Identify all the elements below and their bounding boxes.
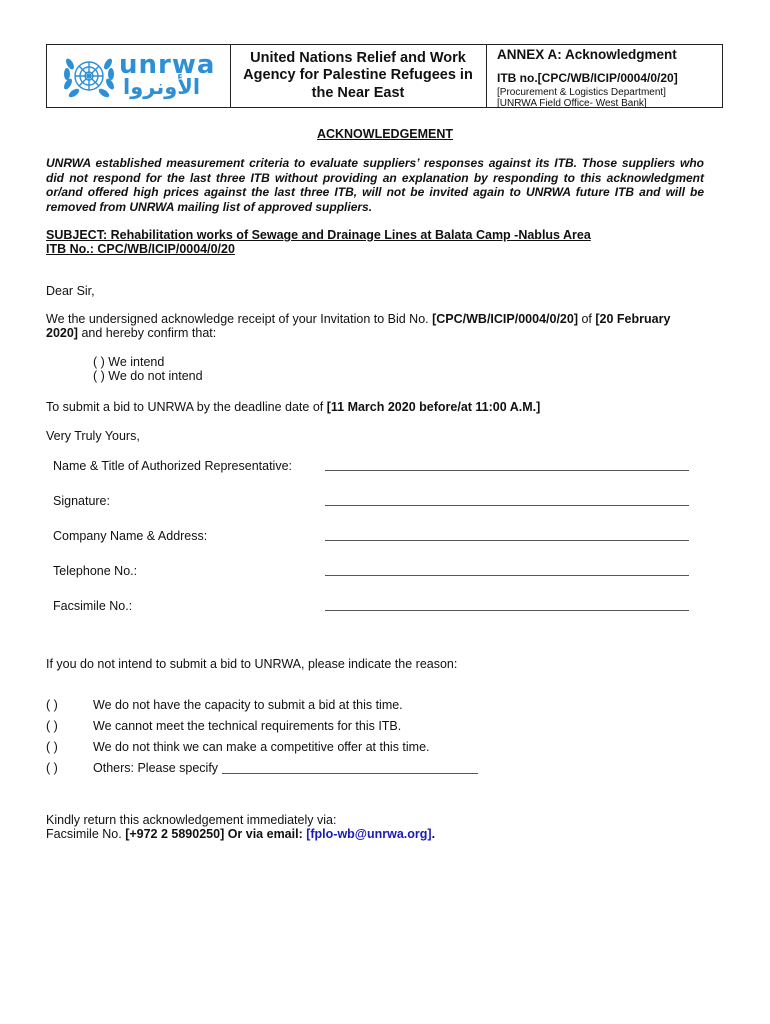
- option-we-do-not-intend[interactable]: ( ) We do not intend: [93, 369, 203, 383]
- fax-number: [+972 2 5890250] Or via email:: [125, 827, 307, 841]
- reason-intro: If you do not intend to submit a bid to UNRWA, please indicate the reason:: [46, 657, 458, 671]
- reason-item: We do not have the capacity to submit a bid at this time.: [93, 698, 403, 712]
- receipt-year: 2020]: [46, 326, 78, 340]
- receipt-line2: [46, 326, 216, 340]
- return-instruction: Kindly return this acknowledgement immediately via:: [46, 813, 337, 827]
- facsimile-field[interactable]: [325, 610, 689, 611]
- telephone-label: Telephone No.:: [53, 564, 138, 578]
- reason-item: Others: Please specify: [93, 761, 222, 775]
- receipt-itb: [CPC/WB/ICIP/0004/0/20]: [432, 312, 578, 326]
- receipt-of: of: [578, 312, 596, 326]
- reason-checkbox[interactable]: ( ): [46, 719, 58, 733]
- facsimile-label: Facsimile No.:: [53, 599, 133, 613]
- company-field[interactable]: [325, 540, 689, 541]
- notice-paragraph: UNRWA established measurement criteria to evaluate suppliers’ responses against its ITB. Those suppliers who did not respond for the last three ITB without providing an explanation by responding to this acknowledgment or/and offered high prices against the last three ITB, will not be invited again to UNRWA future ITB and will be removed from UNRWA mailing list of approved suppliers.: [46, 156, 704, 214]
- agency-name-line1: United Nations Relief and Work: [250, 49, 466, 66]
- annex-cell: [487, 45, 723, 107]
- fax-label: Facsimile No.: [46, 827, 126, 841]
- unrwa-logo-text: unrwa: [119, 50, 216, 80]
- name-title-label: Name & Title of Authorized Representative:: [53, 459, 293, 473]
- contact-end: .: [431, 827, 436, 841]
- subject-line: SUBJECT: Rehabilitation works of Sewage and Drainage Lines at Balata Camp -Nablus Area: [46, 228, 591, 242]
- closing: Very Truly Yours,: [46, 429, 140, 443]
- receipt-confirm: and hereby confirm that:: [77, 326, 217, 340]
- deadline-value: [11 March 2020 before/at 11:00 A.M.]: [326, 400, 541, 414]
- signature-field[interactable]: [325, 505, 689, 506]
- salutation: Dear Sir,: [46, 284, 95, 298]
- department-info: [497, 87, 666, 109]
- company-label: Company Name & Address:: [53, 529, 208, 543]
- name-title-field[interactable]: [325, 470, 689, 471]
- agency-name-cell: [230, 45, 487, 107]
- reason-other: [93, 761, 478, 775]
- field-office-line: [UNRWA Field Office- West Bank]: [497, 98, 647, 109]
- deadline-line: [46, 400, 540, 414]
- page-title: ACKNOWLEDGEMENT: [316, 127, 454, 141]
- reason-item: We do not think we can make a competitive offer at this time.: [93, 740, 430, 754]
- contact-line: [46, 827, 435, 841]
- reason-checkbox[interactable]: ( ): [46, 698, 58, 712]
- telephone-field[interactable]: [325, 575, 689, 576]
- agency-name-line2: Agency for Palestine Refugees in: [243, 67, 473, 84]
- itb-reference: ITB no.[CPC/WB/ICIP/0004/0/20]: [497, 71, 678, 85]
- receipt-date: [20 February: [595, 312, 671, 326]
- reason-item: We cannot meet the technical requirements for this ITB.: [93, 719, 402, 733]
- receipt-line1: [46, 312, 670, 326]
- other-reason-field[interactable]: [222, 773, 478, 774]
- reason-checkbox[interactable]: ( ): [46, 740, 58, 754]
- unrwa-logo-arabic: الأونروا: [123, 75, 201, 99]
- agency-name-line3: the Near East: [311, 84, 405, 101]
- logo-cell: [47, 45, 231, 107]
- deadline-text: To submit a bid to UNRWA by the deadline date of: [46, 400, 327, 414]
- reason-checkbox[interactable]: ( ): [46, 761, 58, 775]
- header-table: [46, 44, 723, 108]
- itb-number-line: ITB No.: CPC/WB/ICIP/0004/0/20: [46, 242, 235, 256]
- department-line: [Procurement & Logistics Department]: [497, 87, 666, 98]
- option-we-intend[interactable]: ( ) We intend: [93, 355, 165, 369]
- receipt-text: We the undersigned acknowledge receipt of your Invitation to Bid No.: [46, 312, 433, 326]
- email-link[interactable]: [fplo-wb@unrwa.org]: [306, 827, 432, 841]
- un-emblem-icon: [59, 50, 119, 104]
- annex-title: ANNEX A: Acknowledgment: [497, 47, 677, 62]
- signature-label: Signature:: [53, 494, 110, 508]
